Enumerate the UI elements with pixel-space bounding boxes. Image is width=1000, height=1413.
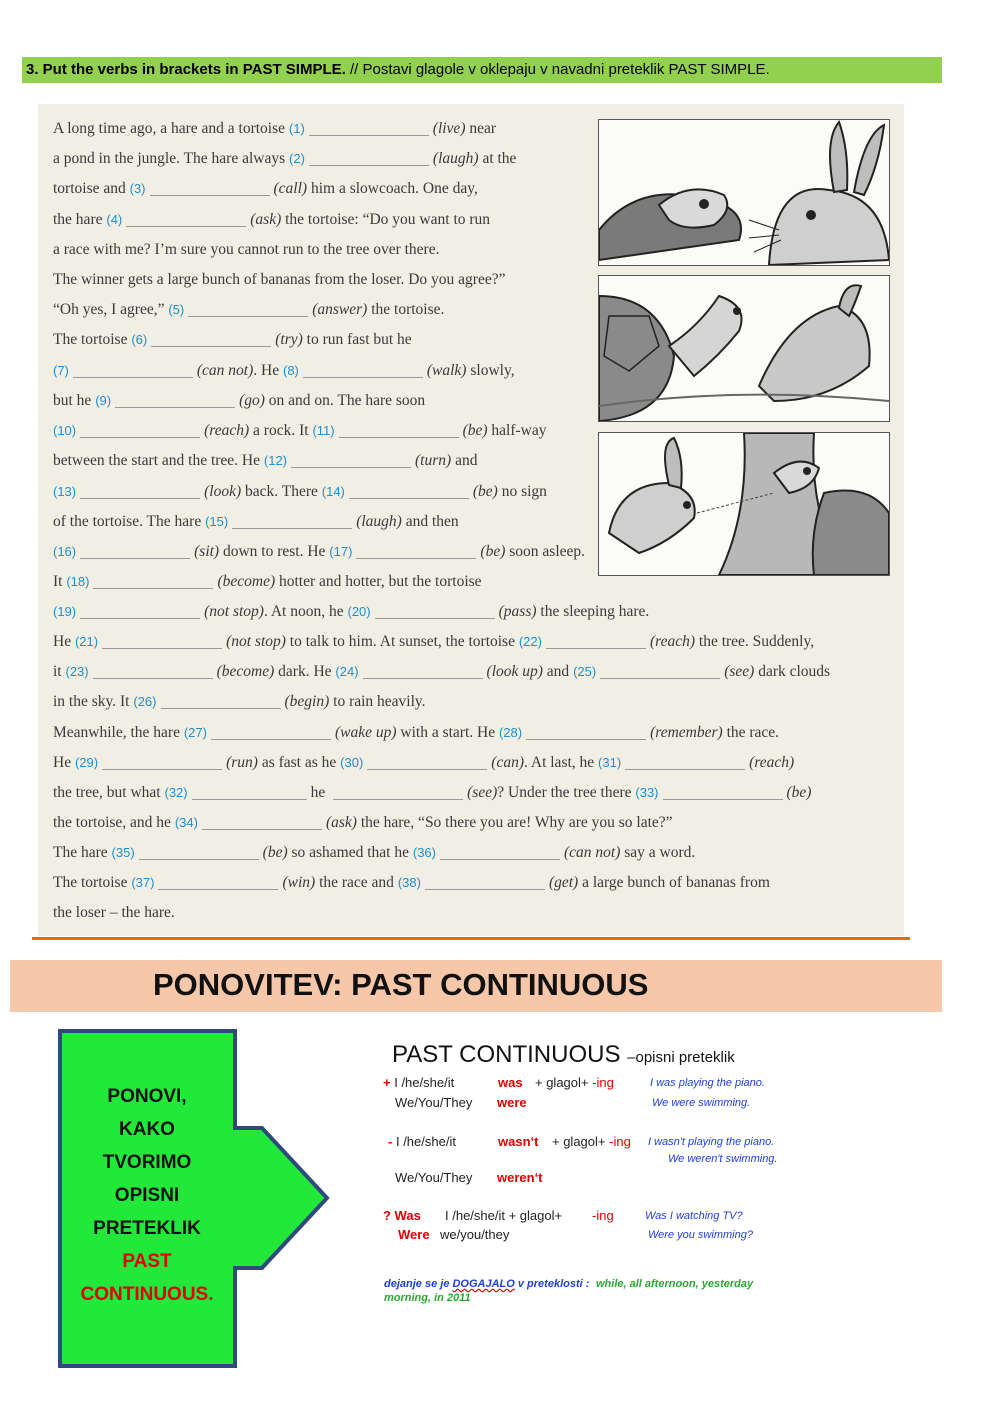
ing-suffix: -ing (592, 1075, 614, 1090)
story-text-segment: a pond in the jungle. The hare always (53, 150, 290, 167)
verb-hint: (go) (239, 392, 265, 409)
answer-blank[interactable] (151, 332, 271, 347)
verb-hint: (be) (462, 422, 488, 439)
question-aux-2 (398, 1227, 430, 1242)
section-divider (32, 937, 910, 940)
positive-example-2: We were swimming. (652, 1097, 751, 1109)
story-text-segment: tortoise and (53, 180, 130, 197)
verb-hint: (look) (204, 483, 242, 500)
answer-blank[interactable] (356, 544, 476, 559)
pos1-rest-row (535, 1075, 614, 1090)
neg1-aux: wasn‘t (498, 1134, 539, 1149)
grammar-subtitle: –opisni preteklik (627, 1049, 735, 1066)
story-line (53, 542, 585, 562)
story-text-segment: the race. (722, 724, 780, 741)
story-text-segment: between the start and the tree. He (53, 452, 264, 469)
verb-hint: (begin) (284, 693, 330, 710)
gap-number: (31) (598, 755, 622, 770)
story-text-segment: of the tortoise. The hare (53, 513, 206, 530)
answer-blank[interactable] (663, 785, 783, 800)
story-text-segment: soon asleep. (505, 543, 586, 560)
story-text-segment: He (53, 633, 75, 650)
story-text-segment: “Oh yes, I agree,” (53, 301, 169, 318)
gap-number: (3) (129, 181, 146, 196)
ing-suffix: -ing (592, 1208, 614, 1223)
story-line (53, 270, 506, 290)
negative-example-1: I wasn't playing the piano. (648, 1136, 775, 1148)
verb-hint: (become) (216, 663, 275, 680)
gap-number: (27) (183, 725, 207, 740)
illustration-hare-tortoise-talk (598, 119, 890, 266)
q1-rest: I /he/she/it + glagol+ (445, 1208, 563, 1223)
story-line (53, 149, 516, 169)
story-text-segment: the tree. Suddenly, (695, 633, 815, 650)
story-line (53, 179, 478, 199)
gap-number: (35) (111, 845, 135, 860)
answer-blank[interactable] (161, 694, 281, 709)
story-line (53, 482, 547, 502)
story-text-segment: . At last, he (523, 754, 595, 771)
verb-hint: (run) (226, 754, 258, 771)
pos2-aux-row (497, 1095, 527, 1110)
task-instruction-slovene: // Postavi glagole v oklepaju v navadni preteklik PAST SIMPLE. (345, 61, 770, 78)
story-line (53, 843, 695, 863)
positive-example-1: I was playing the piano. (650, 1077, 765, 1089)
story-line (53, 421, 547, 441)
section-title: PONOVITEV: PAST CONTINUOUS (153, 967, 649, 1002)
story-line (53, 873, 770, 893)
story-line (53, 240, 439, 260)
neg2-aux-row (497, 1170, 543, 1185)
gap-number: (15) (205, 514, 229, 529)
arrow-line: TVORIMO (102, 1152, 192, 1173)
grammar-title-text: PAST CONTINUOUS (392, 1041, 621, 1068)
story-line (53, 572, 482, 592)
story-line (53, 119, 496, 139)
story-text-segment: down to rest. He (219, 543, 326, 560)
gap-number: (36) (412, 845, 436, 860)
story-text-segment: ? Under the tree there (497, 784, 632, 801)
answer-blank[interactable] (192, 785, 307, 800)
answer-blank[interactable] (333, 785, 463, 800)
gap-number: (21) (74, 634, 99, 649)
story-text-segment: the tree, but what (53, 784, 165, 801)
verb-hint: (sit) (194, 543, 220, 560)
gap-number: (2) (289, 151, 305, 166)
story-text-segment: the tortoise, and he (53, 814, 175, 831)
verb-hint: (can not) (196, 362, 254, 379)
story-text-segment: The tortoise (53, 331, 132, 348)
story-text-segment: on and on. The hare soon (264, 392, 426, 409)
neg2-subject: We/You/They (395, 1170, 473, 1185)
answer-blank[interactable] (440, 845, 560, 860)
verb-hint: (call) (273, 180, 308, 197)
answer-blank[interactable] (526, 725, 646, 740)
story-text-segment: as fast as he (257, 754, 337, 771)
story-text-segment: near (465, 120, 497, 137)
gap-number: (24) (335, 664, 359, 679)
answer-blank[interactable] (150, 181, 270, 196)
q1-aux: ? Was (383, 1208, 421, 1223)
story-text-segment: with a start. He (396, 724, 496, 741)
usage-note-underlined: DOGAJALO (452, 1278, 515, 1290)
answer-blank[interactable] (80, 544, 190, 559)
story-text-segment: slowly, (466, 362, 515, 379)
story-line (53, 330, 412, 350)
verb-hint: (answer) (312, 301, 368, 318)
answer-blank[interactable] (93, 664, 213, 679)
arrow-line-red: CONTINUOUS. (80, 1284, 214, 1305)
pos1-subject: I /he/she/it (394, 1075, 455, 1090)
pos2-subject: We/You/They (395, 1095, 473, 1110)
answer-blank[interactable] (93, 574, 213, 589)
verb-hint: (get) (548, 874, 579, 891)
verb-hint: (not stop) (226, 633, 286, 650)
verb-hint: (reach) (749, 754, 795, 771)
pos1-rest: + glagol+ (535, 1075, 589, 1090)
answer-blank[interactable] (339, 423, 459, 438)
gap-number: (32) (164, 785, 188, 800)
answer-blank[interactable] (375, 604, 495, 619)
story-line (53, 512, 459, 532)
gap-number: (17) (329, 544, 353, 559)
story-text-segment: hotter and hotter, but the tortoise (275, 573, 482, 590)
q2-aux: Were (398, 1227, 430, 1242)
gap-number: (20) (347, 604, 371, 619)
task-instruction (22, 57, 942, 83)
verb-hint: (look up) (486, 663, 543, 680)
gap-number: (25) (573, 664, 597, 679)
gap-number: (28) (498, 725, 523, 740)
usage-keywords-1: while, all afternoon, yesterday (596, 1278, 754, 1290)
gap-number: (6) (131, 332, 148, 347)
verb-hint: (be) (480, 543, 506, 560)
verb-hint: (laugh) (356, 513, 402, 530)
story-text-segment: the tortoise. (367, 301, 445, 318)
gap-number: (1) (288, 121, 305, 136)
usage-keywords-2: morning, in 2011 (384, 1292, 471, 1304)
story-text-segment: him a slowcoach. One day, (307, 180, 478, 197)
story-text-segment: and (542, 663, 570, 680)
question-example-1: Was I watching TV? (645, 1210, 743, 1222)
illustration-hare-tree-tortoise (598, 432, 890, 576)
verb-hint: (can not) (564, 844, 621, 861)
answer-blank[interactable] (73, 363, 193, 378)
gap-number: (12) (263, 453, 288, 468)
story-text-segment: A long time ago, a hare and a tortoise (53, 120, 289, 137)
verb-hint: (ask) (325, 814, 357, 831)
neg1-rest-row (552, 1134, 631, 1149)
story-text-segment: the tortoise: “Do you want to run (281, 211, 491, 228)
story-line (53, 903, 175, 923)
story-line (53, 632, 814, 652)
verb-hint: (reach) (204, 422, 250, 439)
story-text-segment: It (53, 573, 67, 590)
verb-hint: (become) (217, 573, 276, 590)
story-line (53, 391, 425, 411)
verb-hint: (remember) (650, 724, 723, 741)
verb-hint: (wake up) (334, 724, 397, 741)
verb-hint: (turn) (415, 452, 452, 469)
gap-number: (33) (635, 785, 659, 800)
neg1-aux-row (498, 1134, 538, 1149)
story-line (53, 692, 426, 712)
story-text-segment: back. There (241, 483, 318, 500)
answer-blank[interactable] (546, 634, 646, 649)
answer-blank[interactable] (126, 212, 246, 227)
answer-blank[interactable] (625, 755, 745, 770)
plus-sign: + (383, 1075, 391, 1090)
story-text-segment: to rain heavily. (329, 693, 426, 710)
gap-number: (7) (53, 363, 69, 378)
story-line (53, 210, 490, 230)
pos2-aux: were (497, 1095, 527, 1110)
negative-row-1 (388, 1134, 456, 1149)
answer-blank[interactable] (102, 755, 222, 770)
story-text-segment: it (53, 663, 66, 680)
answer-blank[interactable] (232, 514, 352, 529)
answer-blank[interactable] (303, 363, 423, 378)
story-text-segment: no sign (497, 483, 547, 500)
gap-number: (38) (397, 875, 421, 890)
verb-hint: (see) (467, 784, 498, 801)
verb-hint: (laugh) (432, 150, 479, 167)
pos1-aux-row (498, 1075, 523, 1090)
gap-number: (5) (168, 302, 185, 317)
illustration-tortoise-laughing (598, 275, 890, 422)
answer-blank[interactable] (115, 393, 235, 408)
story-text-segment: the loser – the hare. (53, 904, 175, 921)
gap-number: (10) (53, 423, 77, 438)
story-text-segment: a rock. It (249, 422, 309, 439)
minus-sign: - (388, 1134, 393, 1149)
story-text-segment: The tortoise (53, 874, 132, 891)
arrow-instruction (64, 1080, 230, 1311)
section-header (10, 960, 942, 1012)
gap-number: (13) (53, 484, 77, 499)
answer-blank[interactable] (309, 151, 429, 166)
verb-hint: (be) (262, 844, 288, 861)
answer-blank[interactable] (211, 725, 331, 740)
gap-number: (30) (340, 755, 364, 770)
story-text-segment: to talk to him. At sunset, the tortoise (285, 633, 515, 650)
story-line (53, 361, 515, 381)
gap-number: (19) (53, 604, 77, 619)
answer-blank[interactable] (363, 664, 483, 679)
story-text-segment: say a word. (620, 844, 696, 861)
usage-note-b: v preteklosti : (514, 1278, 590, 1290)
gap-number: (4) (106, 212, 123, 227)
story-text-segment: . At noon, he (263, 603, 344, 620)
story-line (53, 753, 794, 773)
answer-blank[interactable] (600, 664, 720, 679)
answer-blank[interactable] (80, 423, 200, 438)
story-text-segment: He (53, 754, 75, 771)
answer-blank[interactable] (158, 875, 278, 890)
gap-number: (37) (131, 875, 155, 890)
verb-hint: (win) (282, 874, 316, 891)
pos1-aux: was (498, 1075, 523, 1090)
arrow-line: PONOVI, (107, 1086, 187, 1107)
verb-hint: (be) (472, 483, 498, 500)
arrow-line: PRETEKLIK (93, 1218, 201, 1239)
grammar-title (392, 1041, 735, 1069)
gap-number: (14) (321, 484, 345, 499)
verb-hint: (try) (275, 331, 303, 348)
usage-note-a: dejanje se je (384, 1278, 453, 1290)
gap-number: (18) (66, 574, 90, 589)
answer-blank[interactable] (291, 453, 411, 468)
story-text-segment: Meanwhile, the hare (53, 724, 184, 741)
gap-number: (34) (174, 815, 198, 830)
story-line (53, 300, 444, 320)
gap-number: (22) (518, 634, 542, 649)
verb-hint: (ask) (250, 211, 282, 228)
answer-blank[interactable] (80, 604, 200, 619)
story-text-segment: the race and (315, 874, 394, 891)
neg1-subject: I /he/she/it (395, 1134, 456, 1149)
positive-row-1 (383, 1075, 454, 1090)
gap-number: (16) (53, 544, 77, 559)
gap-number: (29) (74, 755, 99, 770)
negative-example-2: We weren't swimming. (668, 1153, 778, 1165)
story-text-segment: so ashamed that he (287, 844, 409, 861)
story-text-segment: dark. He (274, 663, 332, 680)
story-line (53, 723, 779, 743)
verb-hint: (see) (724, 663, 755, 680)
story-text-segment: and (451, 452, 478, 469)
answer-blank[interactable] (367, 755, 487, 770)
story-text-segment: at the (478, 150, 517, 167)
usage-note (384, 1278, 589, 1290)
story-text-segment: dark clouds (754, 663, 831, 680)
answer-blank[interactable] (188, 302, 308, 317)
q1-ing-row (592, 1208, 614, 1223)
story-text-segment: in the sky. It (53, 693, 134, 710)
gap-number: (8) (282, 363, 299, 378)
verb-hint: (can) (491, 754, 524, 771)
story-text-segment: a large bunch of bananas from (578, 874, 770, 891)
verb-hint: (walk) (426, 362, 467, 379)
answer-blank[interactable] (309, 121, 429, 136)
ing-suffix: -ing (609, 1134, 631, 1149)
story-line (53, 602, 649, 622)
verb-hint: (reach) (649, 633, 696, 650)
story-text-segment: the hare, “So there you are! Why are you so late?” (356, 814, 673, 831)
story-text-segment: and then (401, 513, 459, 530)
q2-subject: we/you/they (440, 1227, 510, 1242)
story-text-segment: a race with me? I’m sure you cannot run to the tree over there. (53, 241, 440, 258)
arrow-line-red: PAST (122, 1251, 172, 1272)
verb-hint: (not stop) (204, 603, 264, 620)
answer-blank[interactable] (80, 484, 200, 499)
story-text-segment: but he (53, 392, 96, 409)
verb-hint: (be) (786, 784, 812, 801)
neg2-aux: weren‘t (497, 1170, 543, 1185)
story-text-segment: the sleeping hare. (536, 603, 650, 620)
answer-blank[interactable] (202, 815, 322, 830)
story-line (53, 662, 830, 682)
question-aux-1 (383, 1208, 421, 1223)
story-text-segment: The winner gets a large bunch of bananas from the loser. Do you agree?” (53, 271, 506, 288)
answer-blank[interactable] (102, 634, 222, 649)
task-instruction-bold: 3. Put the verbs in brackets in PAST SIMPLE. (26, 61, 346, 78)
verb-hint: (pass) (498, 603, 537, 620)
verb-hint: (live) (432, 120, 466, 137)
arrow-line: OPISNI (114, 1185, 180, 1206)
gap-number: (11) (312, 423, 335, 438)
question-example-2: Were you swimming? (648, 1229, 753, 1241)
gap-number: (26) (133, 694, 157, 709)
answer-blank[interactable] (425, 875, 545, 890)
story-line (53, 813, 673, 833)
story-text-segment: The hare (53, 844, 112, 861)
gap-number: (23) (65, 664, 89, 679)
arrow-line: KAKO (119, 1119, 175, 1140)
answer-blank[interactable] (139, 845, 259, 860)
gap-number: (9) (95, 393, 112, 408)
story-text-segment: half-way (487, 422, 547, 439)
neg1-rest: + glagol+ (552, 1134, 606, 1149)
story-line (53, 451, 477, 471)
story-text-segment: he (310, 784, 326, 801)
story-text-segment: . He (253, 362, 280, 379)
story-text-segment: the hare (53, 211, 107, 228)
story-line (53, 783, 811, 803)
answer-blank[interactable] (349, 484, 469, 499)
story-text-segment: to run fast but he (302, 331, 412, 348)
